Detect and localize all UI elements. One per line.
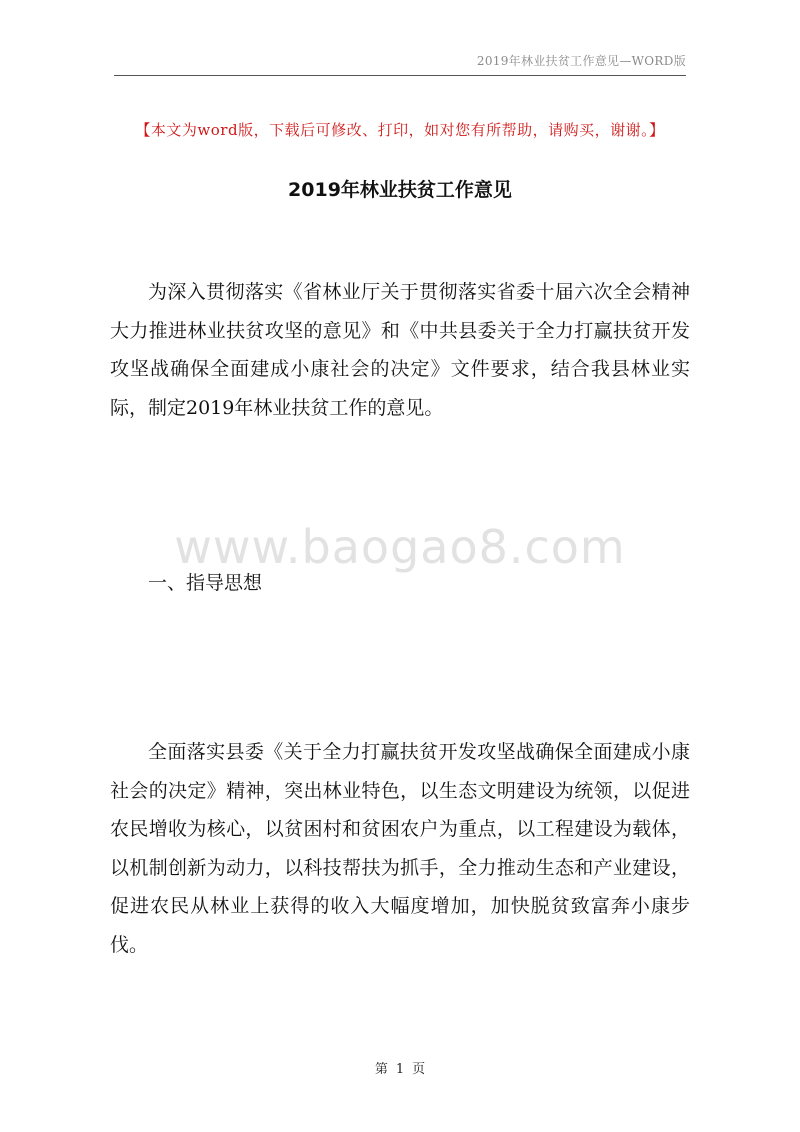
document-title: 2019年林业扶贫工作意见 xyxy=(288,179,512,201)
page-footer xyxy=(0,1058,800,1077)
guiding-thought-paragraph: 全面落实县委《关于全力打赢扶贫开发攻坚战确保全面建成小康社会的决定》精神，突出林业特色，以生态文明建设为统领，以促进农民增收为核心，以贫困村和贫困农户为重点，以工程建设为载体，以机制创新为动力，以科技帮扶为抓手，全力推动生态和产业建设，促进农民从林业上获得的收入大幅度增加，加快脱贫致富奔小康步伐。 xyxy=(110,741,690,956)
page-number: 1 xyxy=(395,1062,405,1077)
header-divider xyxy=(114,75,686,76)
intro-paragraph: 为深入贯彻落实《省林业厅关于贯彻落实省委十届六次全会精神大力推进林业扶贫攻坚的意见》和《中共县委关于全力打赢扶贫开发攻坚战确保全面建成小康社会的决定》文件要求，结合我县林业实际，制定2019年林业扶贫工作的意见。 xyxy=(110,281,690,419)
running-header: 2019年林业扶贫工作意见—WORD版 xyxy=(476,54,686,68)
footer-prefix: 第 xyxy=(374,1062,388,1077)
watermark: www.baogao8.com xyxy=(174,520,626,574)
purchase-notice: 【本文为word版，下载后可修改、打印，如对您有所帮助，请购买，谢谢。】 xyxy=(135,121,665,139)
footer-suffix: 页 xyxy=(412,1062,426,1077)
section-heading: 一、指导思想 xyxy=(148,572,263,594)
